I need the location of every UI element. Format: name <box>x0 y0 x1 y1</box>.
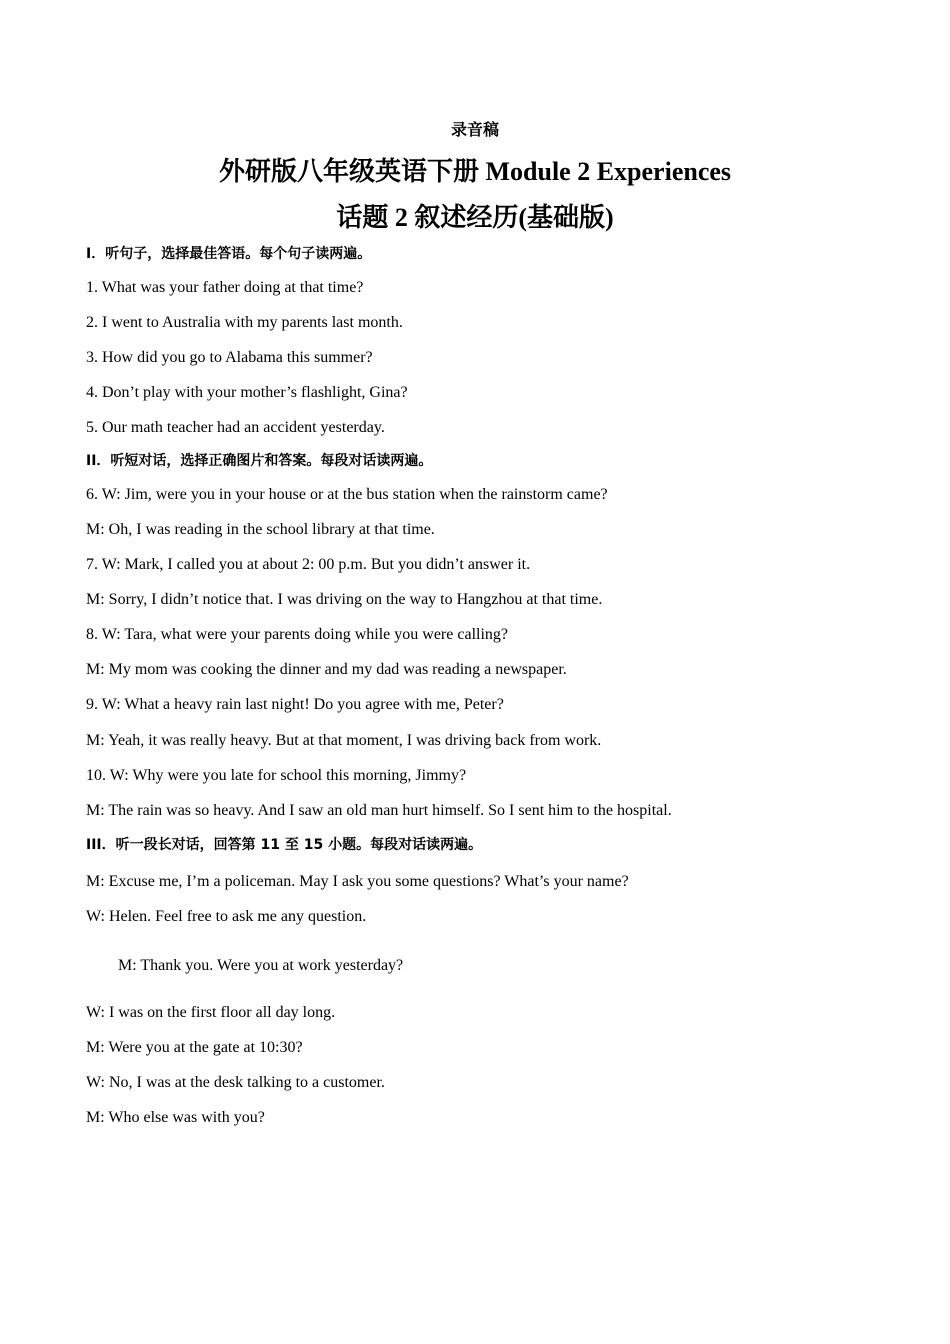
transcript-line: 4. Don’t play with your mother’s flashlight, Gina? <box>86 384 408 401</box>
document-title: 外研版八年级英语下册 Module 2 Experiences <box>218 157 732 186</box>
transcript-line: 7. W: Mark, I called you at about 2: 00 p.m. But you didn’t answer it. <box>86 556 531 573</box>
transcript-line: M: Oh, I was reading in the school library at that time. <box>86 521 435 538</box>
transcript-line: 2. I went to Australia with my parents last month. <box>86 314 403 331</box>
section-heading-1: I．听句子，选择最佳答语。每个句子读两遍。 <box>86 246 372 262</box>
section-heading-3: III．听一段长对话，回答第 11 至 15 小题。每段对话读两遍。 <box>86 837 483 853</box>
transcript-line: 3. How did you go to Alabama this summer? <box>86 349 373 366</box>
document-label: 录音稿 <box>450 120 499 139</box>
transcript-line: M: Excuse me, I’m a policeman. May I ask you some questions? What’s your name? <box>86 873 629 890</box>
transcript-line: M: Who else was with you? <box>86 1109 265 1126</box>
transcript-line: 9. W: What a heavy rain last night! Do you agree with me, Peter? <box>86 696 504 713</box>
document-topic: 话题 2 叙述经历(基础版) <box>336 203 614 232</box>
transcript-line: 1. What was your father doing at that time? <box>86 279 364 296</box>
transcript-line: M: Thank you. Were you at work yesterday? <box>118 957 404 974</box>
transcript-line: 8. W: Tara, what were your parents doing while you were calling? <box>86 626 508 643</box>
transcript-line: W: Helen. Feel free to ask me any question. <box>86 908 367 925</box>
transcript-line: W: No, I was at the desk talking to a customer. <box>86 1074 385 1091</box>
transcript-line: M: Yeah, it was really heavy. But at that moment, I was driving back from work. <box>86 732 602 749</box>
transcript-line: M: Were you at the gate at 10:30? <box>86 1039 303 1056</box>
transcript-line: M: My mom was cooking the dinner and my dad was reading a newspaper. <box>86 661 567 678</box>
transcript-line: 5. Our math teacher had an accident yesterday. <box>86 419 385 436</box>
transcript-line: W: I was on the first floor all day long. <box>86 1004 336 1021</box>
transcript-line: M: The rain was so heavy. And I saw an old man hurt himself. So I sent him to the hospital. <box>86 802 672 819</box>
transcript-line: 10. W: Why were you late for school this morning, Jimmy? <box>86 767 467 784</box>
transcript-line: M: Sorry, I didn’t notice that. I was driving on the way to Hangzhou at that time. <box>86 591 603 608</box>
transcript-line: 6. W: Jim, were you in your house or at the bus station when the rainstorm came? <box>86 486 608 503</box>
section-heading-2: II．听短对话，选择正确图片和答案。每段对话读两遍。 <box>86 453 433 469</box>
